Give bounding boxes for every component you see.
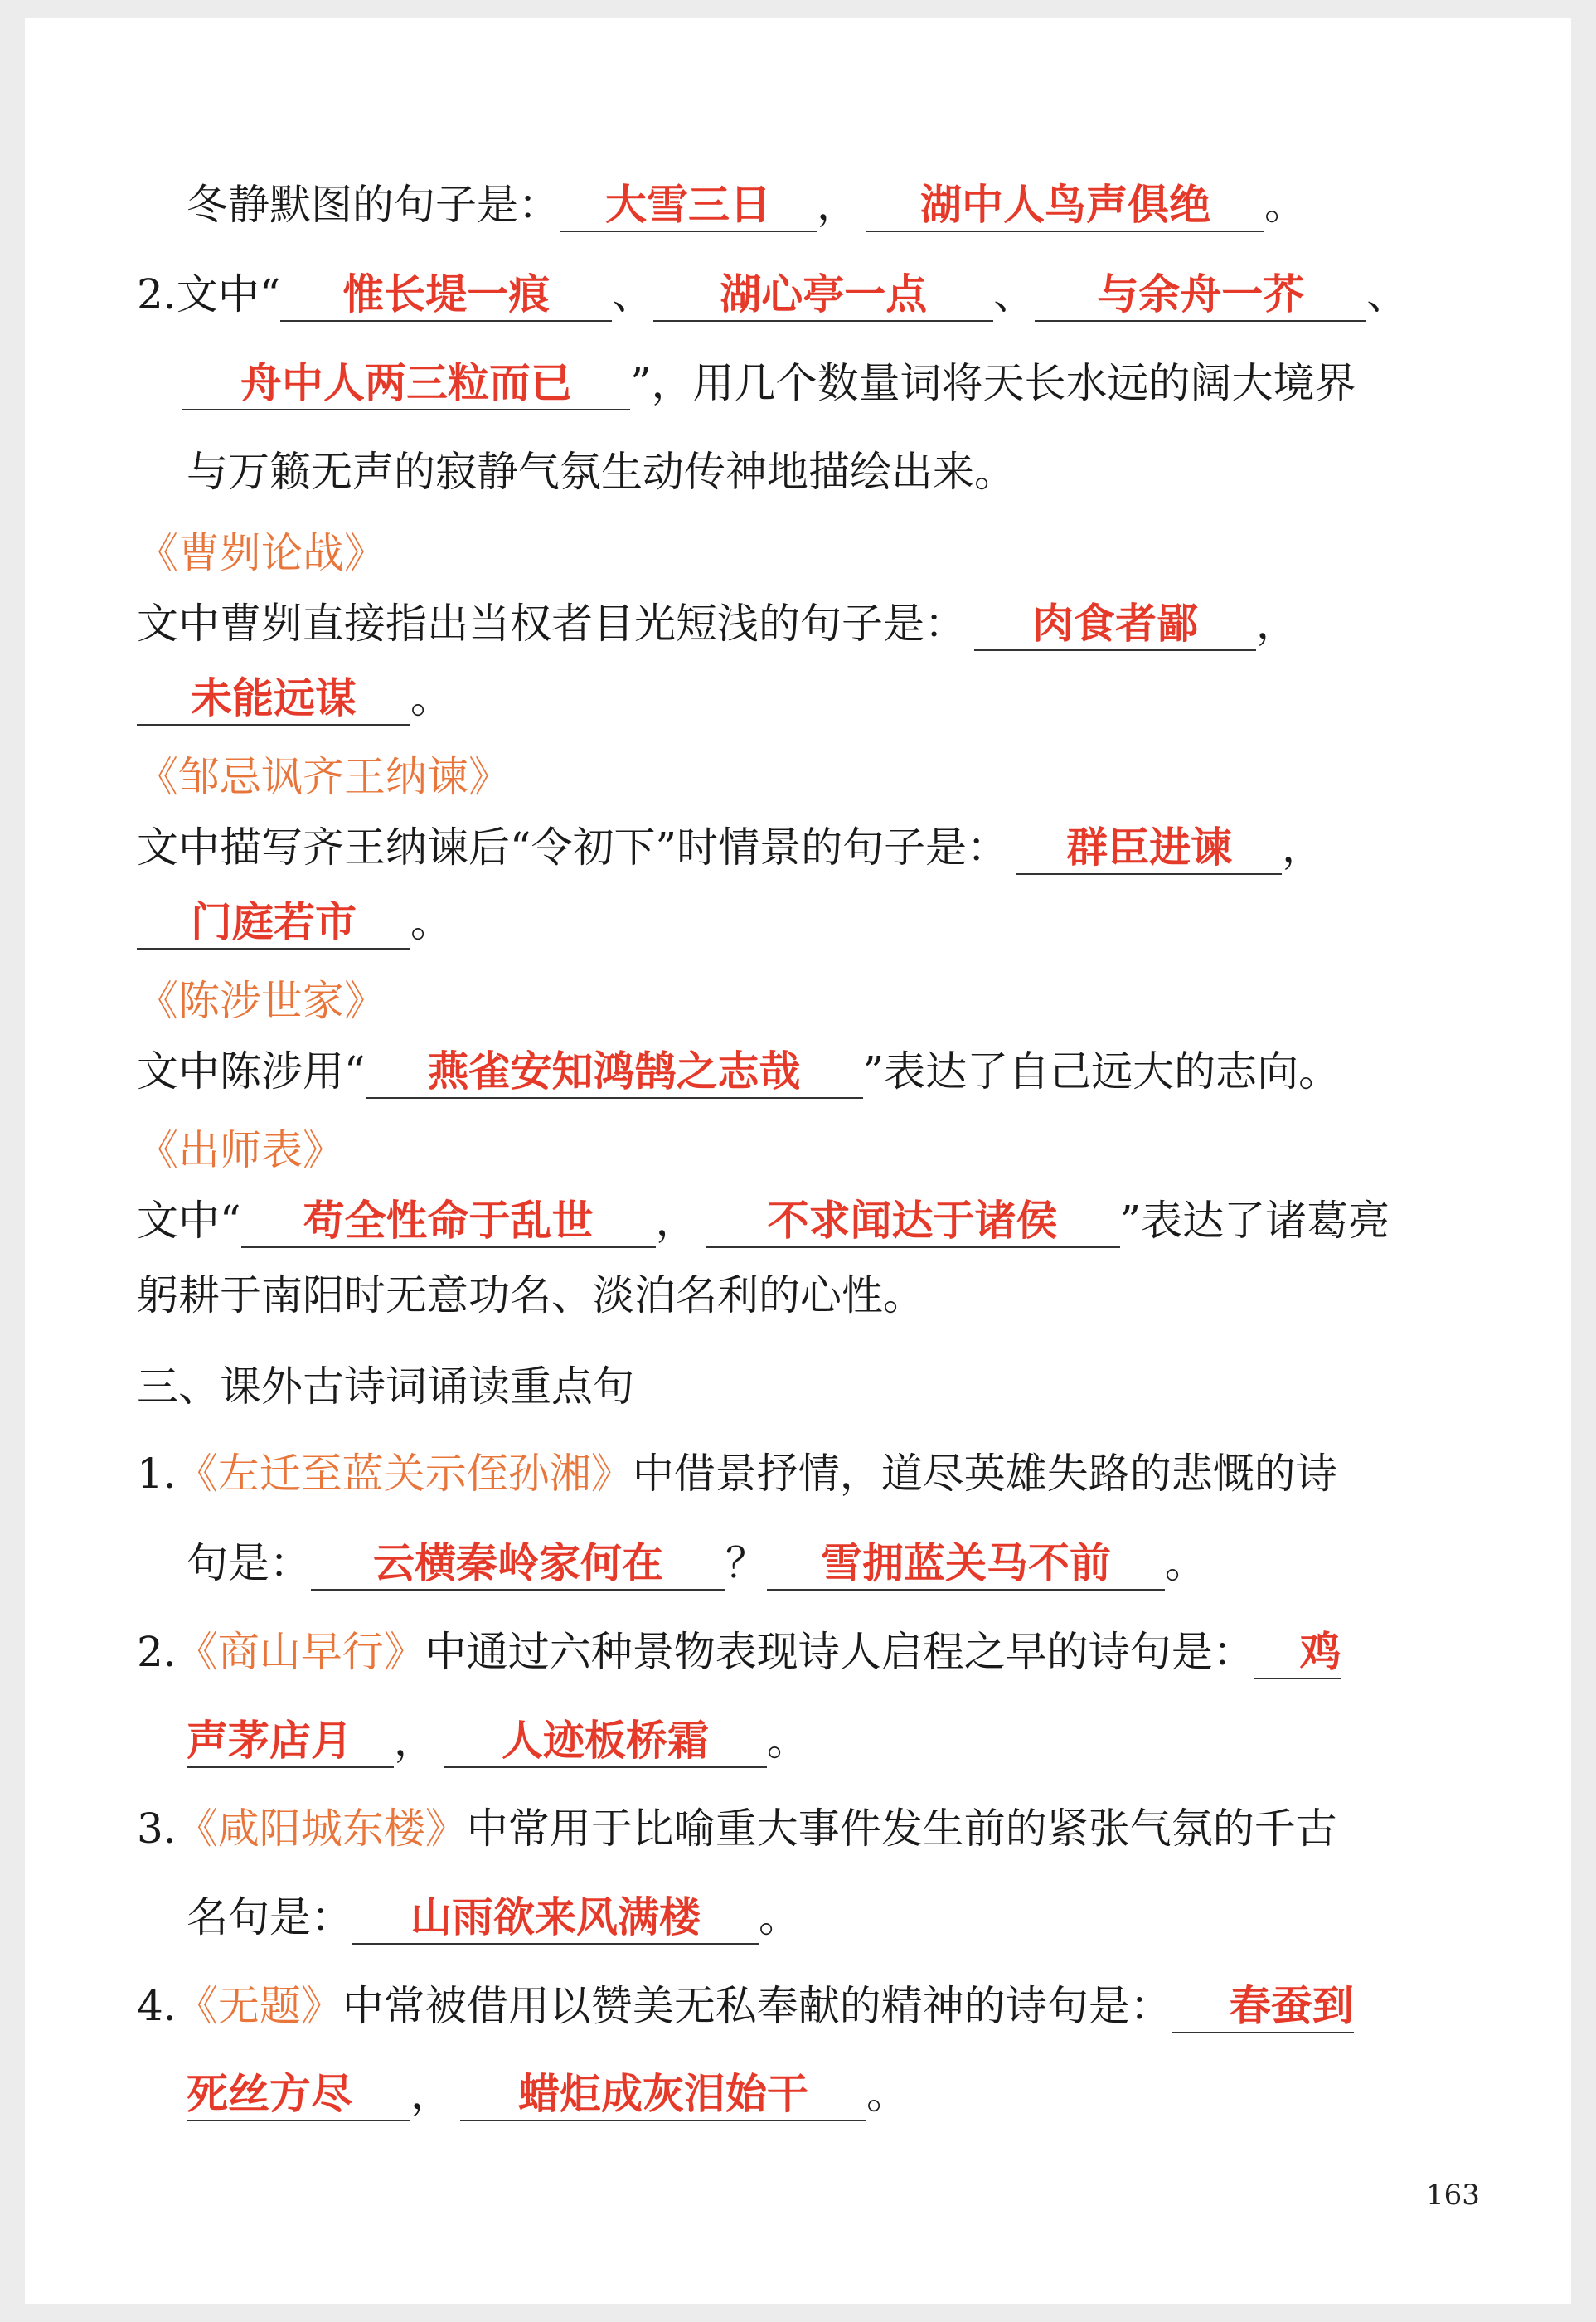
poem-title: 《咸阳城东楼》 <box>176 1805 467 1853</box>
answer-blank: 不求闻达于诸侯 <box>706 1195 1120 1248</box>
punctuation: ， <box>1256 600 1298 648</box>
question-text: 文中“ <box>176 270 281 318</box>
zouji-title <box>137 748 510 806</box>
section-heading <box>137 1358 634 1416</box>
question-text: 中通过六种景物表现诗人启程之早的诗句是： <box>424 1628 1254 1676</box>
chensheng-title <box>137 972 386 1030</box>
question-number: 3. <box>137 1805 177 1853</box>
answer-blank: 肉食者鄙 <box>974 598 1256 651</box>
punctuation: ， <box>394 1717 435 1765</box>
question-text: ”，用几个数量词将天长水远的阔大境界 <box>630 359 1356 407</box>
question-text: 文中描写齐王纳谏后“令初下”时情景的句子是： <box>137 823 1009 872</box>
answer-blank: 与余舟一芥 <box>1035 269 1366 322</box>
caogui-title <box>137 524 386 582</box>
answer-blank: 春蚕到 <box>1172 1980 1354 2033</box>
question-text: 名句是： <box>187 1893 352 1941</box>
question-text: 与万籁无声的寂静气氛生动传神地描绘出来。 <box>187 448 1016 496</box>
question-text: 文中“ <box>137 1197 241 1245</box>
punctuation: ， <box>655 1197 697 1245</box>
question-text: 中常用于比喻重大事件发生前的紧张气氛的千古 <box>466 1805 1337 1853</box>
text-title: 《陈涉世家》 <box>137 977 386 1025</box>
text-title: 《出师表》 <box>137 1126 344 1174</box>
workbook-page <box>25 18 1571 2304</box>
question-text: ”表达了自己远大的志向。 <box>862 1047 1341 1095</box>
punctuation: ， <box>410 2070 452 2118</box>
answer-blank: 山雨欲来风满楼 <box>352 1892 759 1945</box>
question-text: 躬耕于南阳时无意功名、淡泊名利的心性。 <box>137 1271 924 1319</box>
punctuation: 。 <box>1264 181 1306 229</box>
punctuation: 、 <box>612 270 654 318</box>
q2-line-1 <box>137 265 1408 323</box>
punctuation: 。 <box>410 898 452 946</box>
chushi-line-1 <box>137 1192 1390 1250</box>
answer-blank: 群臣进谏 <box>1016 822 1282 875</box>
question-text: 文中曹刿直接指出当权者目光短浅的句子是： <box>137 600 966 648</box>
answer-blank: 未能远谋 <box>137 673 410 726</box>
poem2-line-1 <box>137 1623 1341 1681</box>
punctuation: 、 <box>993 270 1036 318</box>
chensheng-line <box>137 1042 1340 1100</box>
question-text: 文中陈涉用“ <box>137 1047 366 1095</box>
answer-blank: 雪拥蓝关马不前 <box>767 1537 1165 1591</box>
winter-stillness-line <box>187 176 1306 234</box>
answer-blank: 湖中人鸟声俱绝 <box>866 179 1264 232</box>
poem-title: 《无题》 <box>176 1982 342 2030</box>
poem-title: 《商山早行》 <box>176 1628 425 1676</box>
question-text: ”表达了诸葛亮 <box>1119 1197 1390 1245</box>
answer-blank: 云横秦岭家何在 <box>311 1537 725 1591</box>
poem2-line-2 <box>187 1712 808 1770</box>
answer-blank: 惟长堤一痕 <box>280 269 612 322</box>
chushi-line-2 <box>137 1266 924 1324</box>
answer-blank: 舟中人两三粒而已 <box>182 357 630 410</box>
q2-line-2 <box>182 354 1356 412</box>
punctuation: 。 <box>1165 1539 1206 1587</box>
poem1-line-2 <box>187 1534 1206 1592</box>
punctuation: ， <box>1282 823 1324 872</box>
question-text: 冬静默图的句子是： <box>187 181 560 229</box>
poem4-line-2 <box>187 2065 908 2123</box>
answer-blank: 声茅店月 <box>187 1715 394 1768</box>
answer-blank: 门庭若市 <box>137 896 410 950</box>
punctuation: 。 <box>767 1717 808 1765</box>
answer-blank: 苟全性命于乱世 <box>241 1195 656 1248</box>
zouji-line-2 <box>137 893 452 951</box>
poem3-line-2 <box>187 1888 800 1946</box>
punctuation: ， <box>817 181 858 229</box>
punctuation: 。 <box>759 1893 800 1941</box>
answer-blank: 大雪三日 <box>560 179 817 232</box>
question-number: 1. <box>137 1450 177 1498</box>
question-text: 中借景抒情，道尽英雄失路的悲慨的诗 <box>632 1450 1337 1498</box>
answer-blank: 鸡 <box>1254 1626 1341 1679</box>
answer-blank: 湖心亭一点 <box>653 269 993 322</box>
text-title: 《曹刿论战》 <box>137 529 386 577</box>
question-text: 中常被借用以赞美无私奉献的精神的诗句是： <box>342 1982 1172 2030</box>
q2-line-3 <box>187 443 1016 501</box>
question-number: 2. <box>137 1628 177 1676</box>
answer-blank: 人迹板桥霜 <box>444 1715 767 1768</box>
answer-blank: 蜡炬成灰泪始干 <box>460 2068 866 2121</box>
punctuation: 、 <box>1366 270 1409 318</box>
question-number: 4. <box>137 1982 177 2030</box>
answer-blank: 燕雀安知鸿鹄之志哉 <box>366 1046 863 1099</box>
poem-title: 《左迁至蓝关示侄孙湘》 <box>176 1450 633 1498</box>
zouji-line-1 <box>137 819 1323 877</box>
poem3-line-1 <box>137 1800 1337 1858</box>
question-text: 句是： <box>187 1539 311 1587</box>
section-title: 三、课外古诗词诵读重点句 <box>137 1363 634 1411</box>
answer-blank: 死丝方尽 <box>187 2068 410 2121</box>
text-title: 《邹忌讽齐王纳谏》 <box>137 753 510 801</box>
caogui-line-2 <box>137 669 452 727</box>
caogui-line-1 <box>137 595 1298 653</box>
punctuation: 。 <box>866 2070 908 2118</box>
poem4-line-1 <box>137 1977 1354 2035</box>
punctuation: ？ <box>725 1539 767 1587</box>
punctuation: 。 <box>410 674 452 722</box>
page-number: 163 <box>1426 2179 1480 2212</box>
poem1-line-1 <box>137 1445 1337 1503</box>
chushi-title <box>137 1121 344 1179</box>
question-number: 2. <box>137 270 177 318</box>
